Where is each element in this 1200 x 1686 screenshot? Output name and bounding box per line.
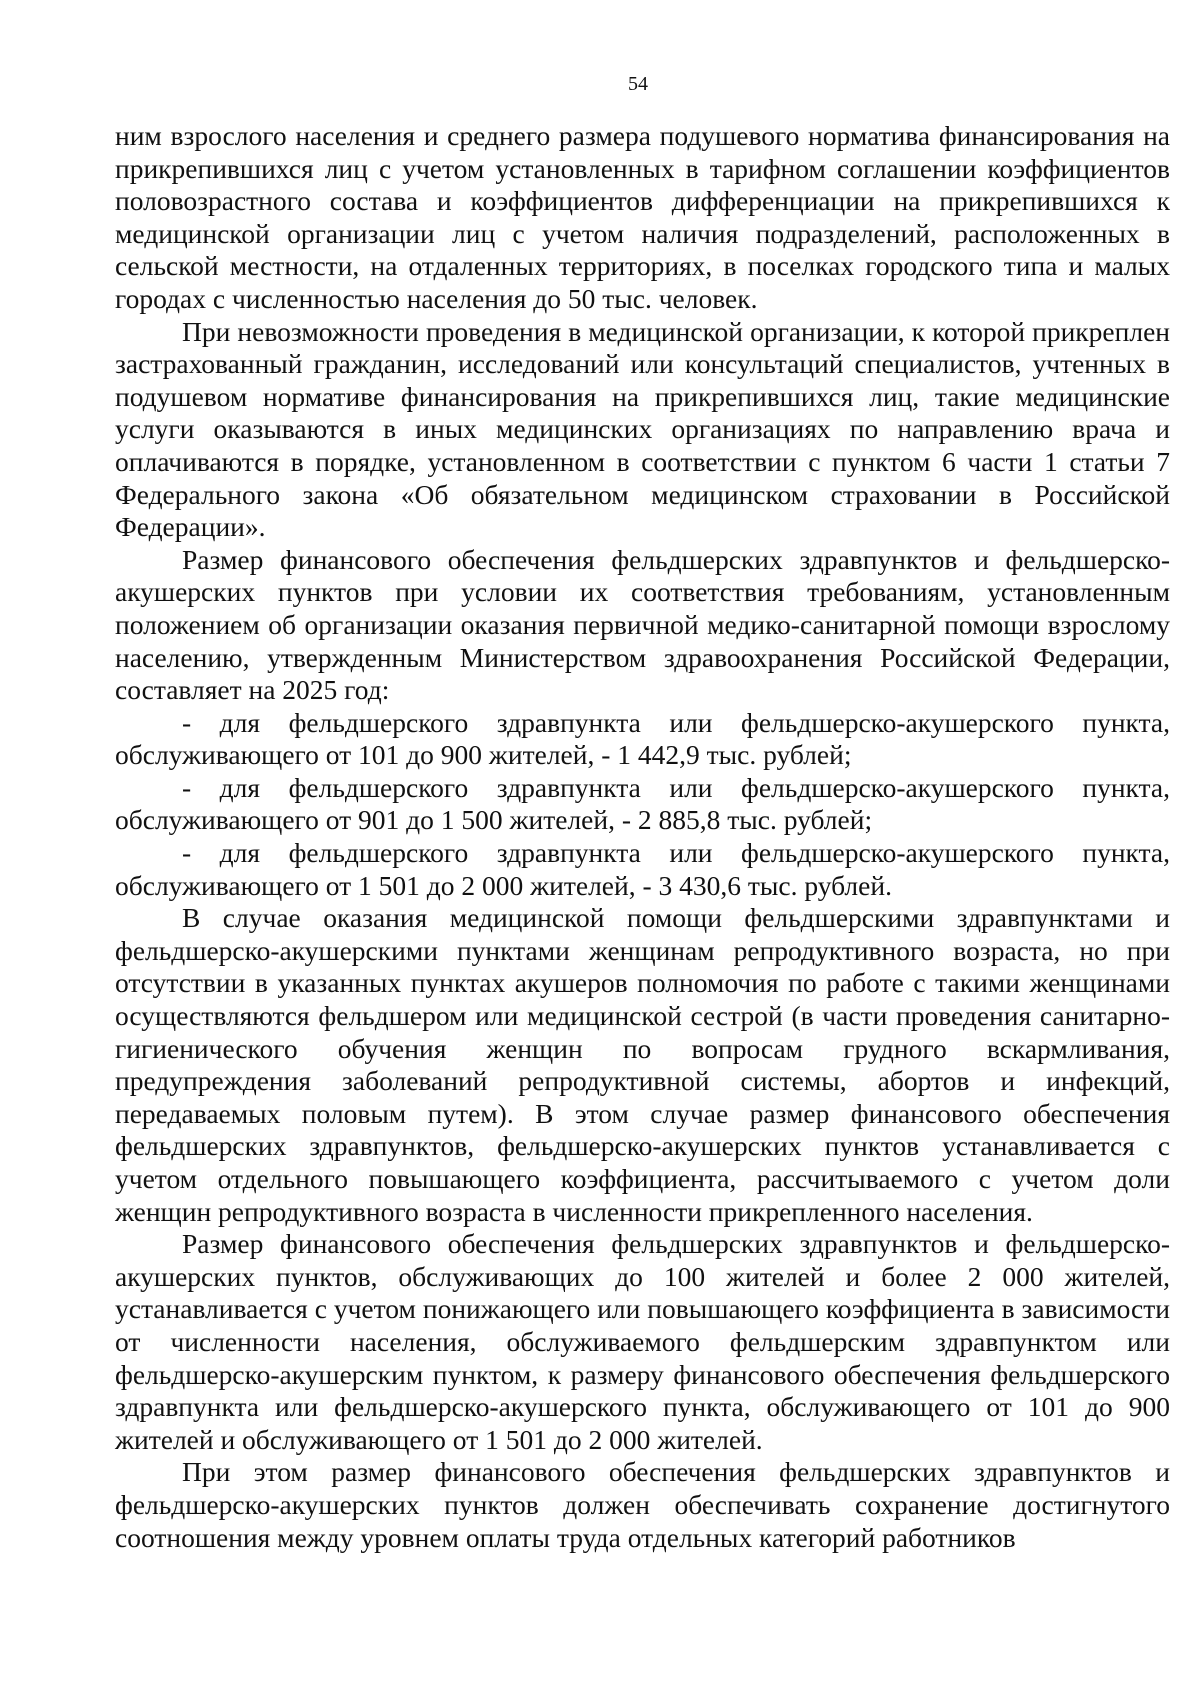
paragraph-wage-ratio: При этом размер финансового обеспечения фельдшерских здравпунктов и фельдшерско-акушерских пунктов должен обеспечивать сохранение достигнутого соотношения между уровнем оплаты труда отдельных категорий работников <box>115 1456 1170 1553</box>
list-item-funding-901-1500: - для фельдшерского здравпункта или фельдшерско-акушерского пункта, обслуживающего от 901 до 1 500 жителей, - 2 885,8 тыс. рублей; <box>115 771 1170 836</box>
paragraph-feldsher-funding-intro: Размер финансового обеспечения фельдшерских здравпунктов и фельдшерско-акушерских пунктов при условии их соответствия требованиям, установленным положением об организации оказания первичной медико-санитарной помощи взрослому населению, утвержденным Министерством здравоохранения Российской Федерации, составляет на 2025 год: <box>115 543 1170 706</box>
paragraph-reproductive-age-coefficient: В случае оказания медицинской помощи фельдшерскими здравпунктами и фельдшерско-акушерскими пунктами женщинам репродуктивного возраста, но при отсутствии в указанных пунктах акушеров полномочия по работе с такими женщинами осуществляются фельдшером или медицинской сестрой (в части проведения санитарно-гигиенического обучения женщин по вопросам грудного вскармливания, предупреждения заболеваний репродуктивной системы, абортов и инфекций, передаваемых половым путем). В этом случае размер финансового обеспечения фельдшерских здравпунктов, фельдшерско-акушерских пунктов устанавливается с учетом отдельного повышающего коэффициента, рассчитываемого с учетом доли женщин репродуктивного возраста в численности прикрепленного населения. <box>115 902 1170 1227</box>
list-item-funding-1501-2000: - для фельдшерского здравпункта или фельдшерско-акушерского пункта, обслуживающего от 1 501 до 2 000 жителей, - 3 430,6 тыс. рублей. <box>115 837 1170 901</box>
paragraph-referral-services: При невозможности проведения в медицинской организации, к которой прикреплен застрахованный гражданин, исследований или консультаций специалистов, учтенных в подушевом нормативе финансирования на прикрепившихся лиц, такие медицинские услуги оказываются в иных медицинских организациях по направлению врача и оплачиваются в порядке, установленном в соответствии с пунктом 6 части 1 статьи 7 Федерального закона «Об обязательном медицинском страховании в Российской Федерации». <box>115 315 1170 543</box>
paragraph-population-coefficient: Размер финансового обеспечения фельдшерских здравпунктов и фельдшерско-акушерских пунктов, обслуживающих до 100 жителей и более 2 000 жителей, устанавливается с учетом понижающего или повышающего коэффициента в зависимости от численности населения, обслуживаемого фельдшерским здравпунктом или фельдшерско-акушерским пунктом, к размеру финансового обеспечения фельдшерского здравпункта или фельдшерско-акушерского пункта, обслуживающего от 101 до 900 жителей и обслуживающего от 1 501 до 2 000 жителей. <box>115 1228 1170 1455</box>
list-item-funding-101-900: - для фельдшерского здравпункта или фельдшерско-акушерского пункта, обслуживающего от 101 до 900 жителей, - 1 442,9 тыс. рублей; <box>115 706 1170 771</box>
paragraph-capitation-continuation: ним взрослого населения и среднего размера подушевого норматива финансирования на прикрепившихся лиц с учетом установленных в тарифном соглашении коэффициентов половозрастного состава и коэффициентов дифференциации на прикрепившихся к медицинской организации лиц с учетом наличия подразделений, расположенных в сельской местности, на отдаленных территориях, в поселках городского типа и малых городах с численностью населения до 50 тыс. человек. <box>115 120 1170 314</box>
document-body <box>115 120 1170 1554</box>
page-number: 54 <box>628 73 648 95</box>
